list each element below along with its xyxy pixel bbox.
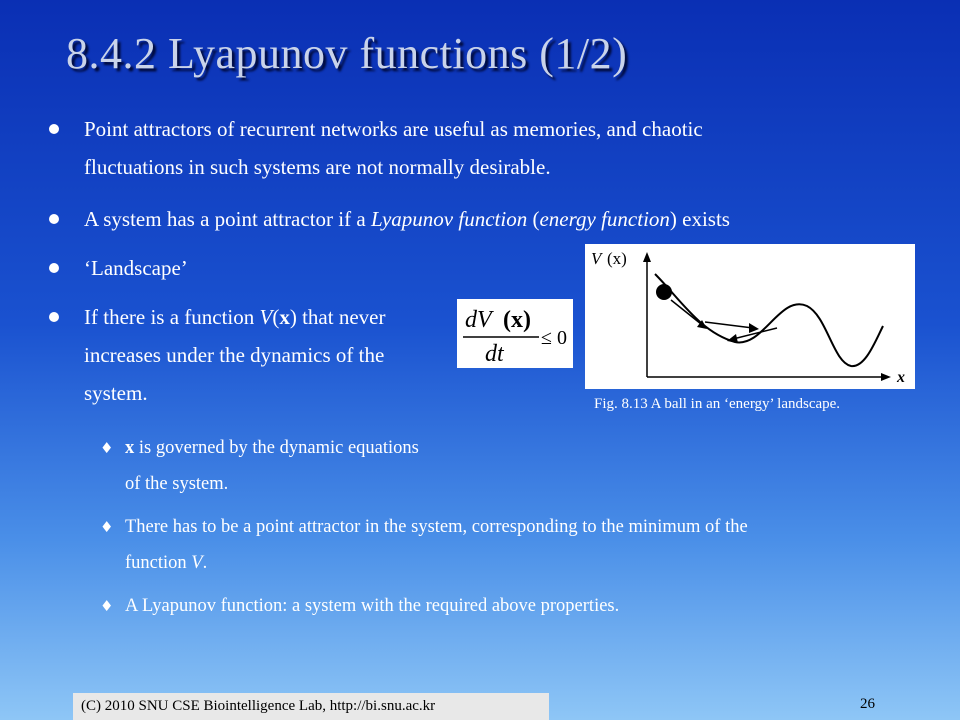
figure-caption: Fig. 8.13 A ball in an ‘energy’ landscape. — [594, 396, 841, 412]
subbullet-1-line-1 — [125, 430, 419, 466]
figure-y-axis-arrow — [643, 252, 651, 262]
formula-relation: ≤ 0 — [541, 327, 567, 349]
footer-credit: (C) 2010 SNU CSE Biointelligence Lab, http://bi.snu.ac.kr — [73, 693, 549, 720]
figure-x-axis-arrow — [881, 373, 891, 381]
bullet-4-paren: ( — [272, 305, 280, 329]
bullet-2-text-b: ( — [527, 207, 540, 231]
bullet-dot — [49, 312, 59, 322]
bullet-4-line-2: increases under the dynamics of the — [84, 343, 385, 367]
subbullet-3: A Lyapunov function: a system with the required above properties. — [125, 596, 620, 616]
motion-arrow-3-head — [727, 334, 738, 343]
formula-denominator: dt — [485, 341, 504, 367]
subbullet-2-v: V — [191, 553, 203, 573]
bullet-2-text-a: A system has a point attractor if a — [84, 207, 371, 231]
figure-y-label-v: V — [591, 249, 602, 268]
bullet-4-x: x — [279, 305, 290, 329]
bullet-dot — [49, 124, 59, 134]
subbullet-1-x: x — [125, 438, 135, 458]
bullet-1-line-1: Point attractors of recurrent networks are useful as memories, and chaotic — [84, 117, 703, 141]
derivative-formula — [457, 299, 573, 368]
slide-title: 8.4.2 Lyapunov functions (1/2) — [66, 29, 628, 78]
subbullet-1 — [125, 430, 419, 502]
formula-graphic — [457, 299, 573, 368]
energy-landscape-svg — [585, 244, 915, 389]
bullet-4-line-1 — [84, 298, 385, 336]
bullet-4-text-b: ) that never — [289, 305, 386, 329]
energy-curve — [655, 274, 883, 366]
energy-landscape-figure — [585, 244, 915, 389]
subbullet-2-text-a: function — [125, 553, 192, 573]
bullet-4 — [84, 298, 385, 412]
subbullet-2-line-1: There has to be a point attractor in the system, corresponding to the minimum of the — [125, 517, 748, 537]
bullet-dot — [49, 263, 59, 273]
bullet-2-energy-term: energy function — [539, 207, 670, 231]
bullet-2 — [84, 200, 730, 238]
bullet-4-line-3: system. — [84, 381, 148, 405]
bullet-4-v: V — [259, 305, 273, 329]
subbullet-1-text-a: is governed by the dynamic equations — [134, 438, 419, 458]
diamond-bullet: ♦ — [100, 439, 114, 457]
figure-x-label: x — [897, 369, 905, 386]
formula-numerator-x: (x) — [503, 307, 531, 333]
motion-arrow-1 — [671, 300, 701, 324]
subbullet-1-line-2: of the system. — [125, 474, 229, 494]
motion-arrow-2 — [705, 322, 753, 328]
bullet-2-text-c: ) exists — [669, 207, 730, 231]
bullet-4-text-a: If there is a function — [84, 305, 260, 329]
motion-arrow-2-head — [749, 323, 759, 333]
bullet-1-line-2: fluctuations in such systems are not normally desirable. — [84, 155, 551, 179]
diamond-bullet: ♦ — [100, 597, 114, 615]
bullet-3: ‘Landscape’ — [84, 256, 188, 280]
bullet-1 — [84, 110, 864, 186]
subbullet-2-line-2 — [125, 545, 748, 581]
ball — [656, 284, 672, 300]
figure-y-label-x: (x) — [607, 249, 627, 268]
subbullet-2-text-b: . — [202, 553, 208, 573]
formula-numerator-d: dV — [465, 307, 492, 333]
page-number: 26 — [860, 696, 875, 712]
diamond-bullet: ♦ — [100, 518, 114, 536]
subbullet-2 — [125, 509, 748, 581]
bullet-2-lyapunov-term: Lyapunov function — [370, 207, 528, 231]
bullet-dot — [49, 214, 59, 224]
